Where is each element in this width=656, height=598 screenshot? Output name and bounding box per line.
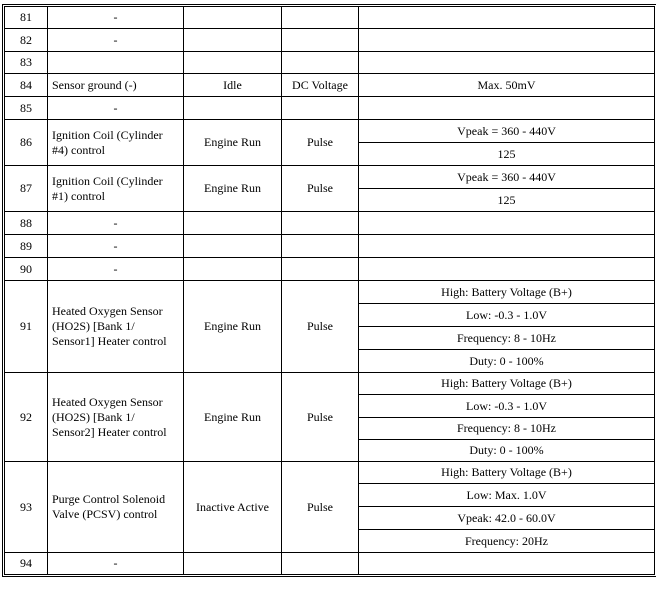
description-cell: Heated Oxygen Sensor (HO2S) [Bank 1/ Sensor1] Heater control (48, 281, 184, 373)
spec-value-cell (359, 52, 655, 74)
table-row (5, 7, 655, 29)
condition-cell (184, 52, 282, 74)
table-row (5, 462, 655, 484)
spec-value-cell: Vpeak = 360 - 440V (359, 166, 655, 189)
condition-cell (184, 553, 282, 575)
spec-value-cell: Vpeak: 42.0 - 60.0V (359, 507, 655, 530)
type-cell: DC Voltage (282, 74, 359, 97)
condition-cell (184, 258, 282, 281)
type-cell (282, 553, 359, 575)
spec-value-cell: High: Battery Voltage (B+) (359, 462, 655, 484)
table-row (5, 235, 655, 258)
pin-number-cell: 83 (5, 52, 48, 74)
description-cell: Ignition Coil (Cylinder #4) control (48, 120, 184, 166)
spec-value-cell: High: Battery Voltage (B+) (359, 281, 655, 304)
spec-value-cell: 125 (359, 143, 655, 166)
type-cell: Pulse (282, 373, 359, 462)
pin-number-cell: 89 (5, 235, 48, 258)
pin-number-cell: 91 (5, 281, 48, 373)
description-cell: Heated Oxygen Sensor (HO2S) [Bank 1/ Sensor2] Heater control (48, 373, 184, 462)
condition-cell (184, 7, 282, 29)
description-cell: Ignition Coil (Cylinder #1) control (48, 166, 184, 212)
condition-cell (184, 29, 282, 52)
type-cell: Pulse (282, 120, 359, 166)
description-cell: - (48, 7, 184, 29)
type-cell (282, 29, 359, 52)
pin-number-cell: 87 (5, 166, 48, 212)
spec-value-cell (359, 235, 655, 258)
pin-number-cell: 93 (5, 462, 48, 553)
table-row (5, 373, 655, 395)
spec-value-cell: Low: -0.3 - 1.0V (359, 395, 655, 418)
type-cell (282, 258, 359, 281)
description-cell: Sensor ground (-) (48, 74, 184, 97)
type-cell: Pulse (282, 166, 359, 212)
description-cell: - (48, 212, 184, 235)
condition-cell (184, 235, 282, 258)
condition-cell (184, 212, 282, 235)
spec-value-cell: Frequency: 20Hz (359, 530, 655, 553)
description-cell: - (48, 258, 184, 281)
pin-number-cell: 85 (5, 97, 48, 120)
spec-value-cell: Duty: 0 - 100% (359, 350, 655, 373)
spec-value-cell: 125 (359, 189, 655, 212)
spec-value-cell: Low: -0.3 - 1.0V (359, 304, 655, 327)
table-row (5, 52, 655, 74)
spec-value-cell: Frequency: 8 - 10Hz (359, 327, 655, 350)
spec-value-cell (359, 7, 655, 29)
pin-number-cell: 94 (5, 553, 48, 575)
table-row (5, 74, 655, 97)
pin-number-cell: 92 (5, 373, 48, 462)
condition-cell: Engine Run (184, 281, 282, 373)
type-cell (282, 235, 359, 258)
description-cell: - (48, 235, 184, 258)
pin-table-body (5, 7, 655, 575)
description-cell: Purge Control Solenoid Valve (PCSV) control (48, 462, 184, 553)
pin-number-cell: 88 (5, 212, 48, 235)
type-cell: Pulse (282, 281, 359, 373)
spec-value-cell (359, 212, 655, 235)
pin-number-cell: 86 (5, 120, 48, 166)
type-cell (282, 52, 359, 74)
table-row (5, 166, 655, 189)
spec-value-cell: Duty: 0 - 100% (359, 440, 655, 462)
type-cell (282, 212, 359, 235)
table-row (5, 97, 655, 120)
table-row (5, 212, 655, 235)
type-cell (282, 7, 359, 29)
pin-spec-table (4, 6, 655, 575)
pin-number-cell: 81 (5, 7, 48, 29)
spec-value-cell (359, 29, 655, 52)
condition-cell: Inactive Active (184, 462, 282, 553)
table-row (5, 281, 655, 304)
spec-value-cell (359, 97, 655, 120)
spec-value-cell: Vpeak = 360 - 440V (359, 120, 655, 143)
pin-number-cell: 82 (5, 29, 48, 52)
condition-cell: Engine Run (184, 120, 282, 166)
type-cell: Pulse (282, 462, 359, 553)
table-row (5, 553, 655, 575)
table-row (5, 29, 655, 52)
spec-value-cell (359, 553, 655, 575)
description-cell: - (48, 97, 184, 120)
spec-value-cell (359, 258, 655, 281)
description-cell: - (48, 29, 184, 52)
condition-cell: Engine Run (184, 373, 282, 462)
description-cell (48, 52, 184, 74)
spec-value-cell: Low: Max. 1.0V (359, 484, 655, 507)
condition-cell (184, 97, 282, 120)
pin-number-cell: 84 (5, 74, 48, 97)
spec-value-cell: High: Battery Voltage (B+) (359, 373, 655, 395)
condition-cell: Engine Run (184, 166, 282, 212)
pin-number-cell: 90 (5, 258, 48, 281)
table-row (5, 258, 655, 281)
table-row (5, 120, 655, 143)
spec-value-cell: Frequency: 8 - 10Hz (359, 418, 655, 440)
type-cell (282, 97, 359, 120)
spec-value-cell: Max. 50mV (359, 74, 655, 97)
description-cell: - (48, 553, 184, 575)
condition-cell: Idle (184, 74, 282, 97)
